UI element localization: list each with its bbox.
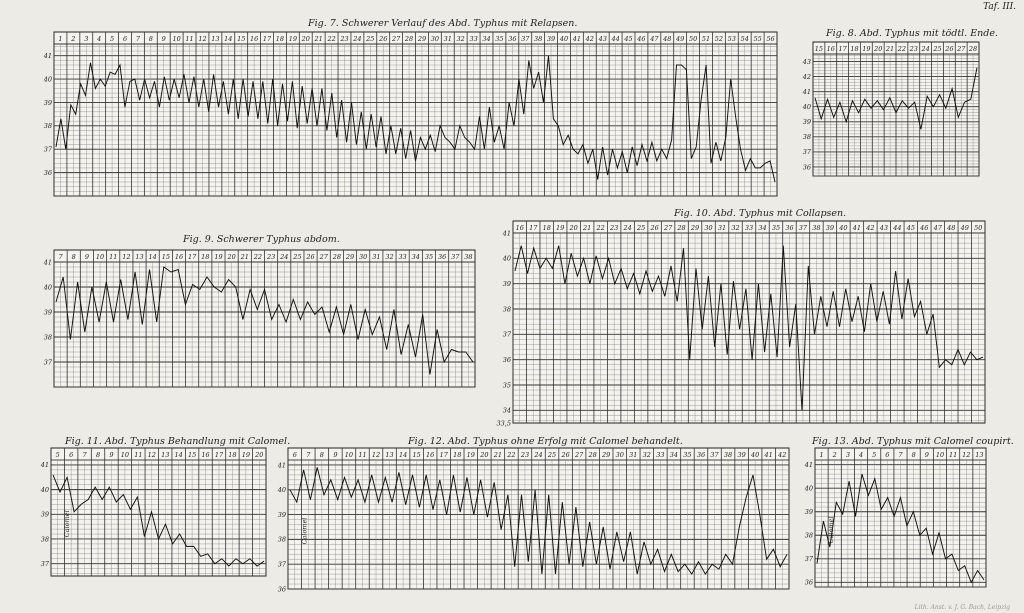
temp-label: 37: [802, 148, 811, 157]
day-label: 26: [379, 35, 388, 43]
temp-label: 40: [802, 103, 811, 112]
temp-label: 39: [43, 308, 52, 317]
day-label: 41: [764, 451, 773, 459]
day-label: 13: [211, 35, 220, 43]
day-label: 14: [224, 35, 233, 43]
day-label: 36: [508, 35, 517, 43]
day-label: 49: [676, 35, 685, 43]
day-label: 31: [629, 451, 638, 459]
day-label: 34: [482, 35, 491, 43]
day-label: 38: [723, 451, 733, 459]
temp-label: 37: [43, 358, 52, 367]
day-label: 5: [110, 35, 115, 43]
day-label: 36: [696, 451, 706, 459]
temp-label: 34: [502, 406, 511, 415]
day-label: 33: [469, 35, 478, 43]
day-label: 22: [327, 35, 336, 43]
day-label: 17: [439, 451, 448, 459]
day-label: 18: [275, 35, 285, 43]
day-label: 3: [845, 451, 850, 459]
day-label: 31: [372, 253, 381, 261]
day-label: 36: [785, 224, 794, 232]
day-label: 47: [650, 35, 659, 43]
day-label: 9: [109, 451, 114, 459]
day-label: 37: [451, 253, 460, 261]
temp-label: 43: [802, 57, 811, 66]
day-label: 6: [885, 451, 890, 459]
day-label: 52: [714, 35, 724, 43]
temp-label: 41: [802, 87, 811, 96]
day-label: 23: [909, 45, 918, 53]
day-label: 7: [135, 35, 140, 43]
calomel-annotation: Calomel: [300, 517, 309, 545]
day-label: 17: [214, 451, 224, 459]
day-label: 24: [280, 253, 289, 261]
day-label: 49: [960, 224, 969, 232]
day-label: 42: [778, 451, 787, 459]
plate-title: Taf. III.: [983, 2, 1016, 12]
fig9-chart: [41, 250, 475, 387]
fig7-chart: [41, 32, 777, 196]
day-label: 28: [677, 224, 686, 232]
day-label: 5: [55, 451, 60, 459]
day-label: 26: [306, 253, 315, 261]
day-label: 30: [615, 451, 624, 459]
temp-label: 36: [277, 585, 286, 594]
day-label: 40: [559, 35, 569, 43]
day-label: 16: [201, 451, 210, 459]
day-label: 33: [744, 224, 754, 232]
day-label: 42: [585, 35, 594, 43]
day-label: 6: [122, 35, 128, 43]
day-label: 8: [319, 451, 324, 459]
day-label: 40: [839, 224, 848, 232]
day-label: 19: [214, 253, 223, 261]
temp-label: 40: [43, 75, 52, 84]
day-label: 24: [353, 35, 362, 43]
day-label: 42: [866, 224, 875, 232]
day-label: 45: [624, 35, 633, 43]
temp-label: 36: [43, 168, 52, 177]
day-label: 19: [862, 45, 871, 53]
day-label: 48: [947, 224, 956, 232]
day-label: 20: [255, 451, 264, 459]
temp-label: 38: [40, 535, 49, 544]
temp-label: 36: [802, 163, 811, 172]
day-label: 48: [663, 35, 672, 43]
day-label: 56: [766, 35, 775, 43]
temp-label: 38: [802, 133, 811, 142]
day-label: 40: [751, 451, 760, 459]
day-label: 44: [611, 35, 620, 43]
day-label: 30: [704, 224, 713, 232]
day-label: 19: [288, 35, 297, 43]
temp-label: 37: [277, 560, 286, 569]
day-label: 37: [710, 451, 719, 459]
day-label: 23: [520, 451, 530, 459]
day-label: 50: [974, 224, 983, 232]
day-label: 14: [398, 451, 408, 459]
day-label: 10: [344, 451, 354, 459]
fig8-chart: [800, 42, 979, 176]
day-label: 46: [637, 35, 646, 43]
day-label: 47: [933, 224, 942, 232]
day-label: 39: [825, 224, 835, 232]
temp-label: 38: [277, 535, 286, 544]
day-label: 24: [534, 451, 543, 459]
temp-label: 41: [804, 461, 813, 470]
day-label: 1: [819, 451, 824, 459]
day-label: 53: [727, 35, 736, 43]
temp-label: 38: [804, 531, 813, 540]
day-label: 38: [464, 253, 473, 261]
temp-label: 36: [804, 578, 813, 587]
fig7-title: Fig. 7. Schwerer Verlauf des Abd. Typhus mit Relapsen.: [308, 18, 578, 29]
day-label: 23: [610, 224, 619, 232]
day-label: 29: [602, 451, 611, 459]
day-label: 41: [572, 35, 582, 43]
day-label: 12: [371, 451, 381, 459]
day-label: 45: [906, 224, 915, 232]
day-label: 11: [948, 451, 958, 459]
fig10-title: Fig. 10. Abd. Typhus mit Collapsen.: [674, 208, 847, 219]
day-label: 7: [82, 451, 87, 459]
day-label: 12: [122, 253, 131, 261]
calomel-annotation: Calomel: [63, 510, 72, 538]
temp-label: 33,5: [496, 419, 511, 428]
temp-label: 40: [502, 254, 511, 263]
day-label: 29: [417, 35, 427, 43]
day-label: 39: [546, 35, 556, 43]
day-label: 46: [920, 224, 929, 232]
day-label: 11: [134, 451, 143, 459]
day-label: 34: [758, 224, 767, 232]
day-label: 9: [161, 35, 166, 43]
day-label: 25: [933, 45, 942, 53]
day-label: 24: [623, 224, 632, 232]
day-label: 17: [529, 224, 538, 232]
day-label: 37: [521, 35, 530, 43]
day-label: 9: [333, 451, 338, 459]
day-label: 2: [71, 35, 76, 43]
fig11-chart: [38, 448, 266, 576]
day-label: 10: [935, 451, 945, 459]
day-label: 30: [359, 253, 368, 261]
day-label: 38: [534, 35, 543, 43]
day-label: 54: [740, 35, 749, 43]
day-label: 22: [253, 253, 263, 261]
day-label: 13: [385, 451, 394, 459]
day-label: 11: [185, 35, 194, 43]
fig13-title: Fig. 13. Abd. Typhus mit Calomel coupirt.: [812, 436, 1014, 447]
day-label: 8: [71, 253, 76, 261]
day-label: 15: [161, 253, 170, 261]
day-label: 22: [507, 451, 516, 459]
day-label: 26: [650, 224, 659, 232]
day-label: 21: [885, 45, 895, 53]
day-label: 38: [812, 224, 821, 232]
temp-label: 41: [502, 229, 511, 238]
day-label: 7: [306, 451, 311, 459]
day-label: 23: [266, 253, 276, 261]
day-label: 23: [340, 35, 349, 43]
temp-label: 39: [277, 510, 286, 519]
day-label: 36: [437, 253, 447, 261]
day-label: 15: [814, 45, 824, 53]
fig9-title: Fig. 9. Schwerer Typhus abdom.: [183, 234, 340, 245]
day-label: 19: [556, 224, 565, 232]
fig13-chart: [802, 448, 986, 587]
day-label: 35: [495, 35, 504, 43]
day-label: 35: [424, 253, 434, 261]
day-label: 21: [493, 451, 503, 459]
calomel-annotation: Calomel: [826, 516, 835, 544]
day-label: 28: [588, 451, 597, 459]
day-label: 35: [771, 224, 781, 232]
day-label: 2: [832, 451, 837, 459]
day-label: 27: [319, 253, 328, 261]
day-label: 10: [172, 35, 181, 43]
temp-label: 39: [43, 98, 52, 107]
temp-label: 39: [802, 118, 811, 127]
day-label: 16: [426, 451, 435, 459]
day-label: 20: [227, 253, 236, 261]
day-label: 15: [237, 35, 246, 43]
temp-label: 39: [40, 510, 49, 519]
day-label: 27: [574, 451, 584, 459]
day-label: 29: [690, 224, 700, 232]
temp-label: 39: [804, 508, 813, 517]
day-label: 16: [249, 35, 259, 43]
day-label: 16: [174, 253, 184, 261]
day-label: 4: [97, 35, 102, 43]
day-label: 8: [95, 451, 101, 459]
day-label: 20: [301, 35, 310, 43]
day-label: 51: [701, 35, 711, 43]
day-label: 14: [148, 253, 157, 261]
temp-label: 35: [502, 381, 511, 390]
temp-label: 40: [277, 486, 286, 495]
temp-label: 38: [43, 122, 52, 131]
day-label: 19: [241, 451, 250, 459]
day-label: 17: [262, 35, 272, 43]
day-label: 16: [826, 45, 835, 53]
day-label: 25: [366, 35, 375, 43]
day-label: 37: [798, 224, 808, 232]
day-label: 18: [228, 451, 237, 459]
day-label: 20: [569, 224, 578, 232]
day-label: 16: [515, 224, 524, 232]
day-label: 39: [737, 451, 746, 459]
day-label: 55: [753, 35, 762, 43]
temp-label: 36: [502, 355, 511, 364]
day-label: 10: [120, 451, 130, 459]
day-label: 21: [583, 224, 592, 232]
day-label: 32: [456, 35, 465, 43]
day-label: 21: [240, 253, 249, 261]
day-label: 21: [314, 35, 323, 43]
temp-label: 40: [40, 485, 49, 494]
day-label: 4: [858, 451, 864, 459]
day-label: 18: [850, 45, 859, 53]
day-label: 10: [95, 253, 105, 261]
day-label: 6: [69, 451, 74, 459]
day-label: 25: [547, 451, 557, 459]
temp-label: 41: [43, 258, 52, 267]
day-label: 18: [201, 253, 210, 261]
day-label: 43: [598, 35, 607, 43]
day-label: 29: [345, 253, 355, 261]
temp-label: 37: [804, 555, 813, 564]
day-label: 26: [561, 451, 570, 459]
day-label: 31: [717, 224, 727, 232]
day-label: 33: [398, 253, 407, 261]
day-label: 9: [84, 253, 89, 261]
day-label: 28: [404, 35, 414, 43]
day-label: 15: [412, 451, 421, 459]
temp-label: 37: [40, 559, 49, 568]
day-label: 19: [466, 451, 475, 459]
day-label: 34: [411, 253, 420, 261]
day-label: 11: [358, 451, 367, 459]
day-label: 20: [874, 45, 883, 53]
temp-label: 37: [43, 145, 52, 154]
fig10-chart: [496, 221, 985, 428]
temp-label: 41: [277, 461, 286, 470]
fig12-title: Fig. 12. Abd. Typhus ohne Erfolg mit Calomel behandelt.: [408, 436, 683, 447]
temp-label: 40: [43, 283, 52, 292]
day-label: 27: [957, 45, 966, 53]
day-label: 12: [198, 35, 207, 43]
temp-label: 41: [40, 461, 49, 470]
day-label: 13: [161, 451, 170, 459]
day-label: 33: [656, 451, 665, 459]
day-label: 22: [897, 45, 907, 53]
day-label: 50: [688, 35, 698, 43]
day-label: 22: [596, 224, 605, 232]
temp-label: 37: [502, 330, 511, 339]
imprint: Lith. Anst. v. J. G. Bach, Leipzig: [914, 604, 1010, 611]
day-label: 6: [292, 451, 297, 459]
day-label: 34: [669, 451, 679, 459]
day-label: 32: [642, 451, 651, 459]
day-label: 13: [135, 253, 144, 261]
day-label: 7: [58, 253, 63, 261]
day-label: 8: [911, 451, 916, 459]
day-label: 27: [391, 35, 401, 43]
day-label: 7: [898, 451, 903, 459]
day-label: 5: [872, 451, 877, 459]
temp-label: 38: [502, 305, 511, 314]
day-label: 18: [453, 451, 462, 459]
day-label: 30: [430, 35, 440, 43]
day-label: 14: [174, 451, 183, 459]
day-label: 15: [187, 451, 197, 459]
day-label: 24: [921, 45, 930, 53]
day-label: 9: [924, 451, 929, 459]
day-label: 20: [480, 451, 489, 459]
temp-label: 42: [802, 72, 811, 81]
day-label: 32: [385, 253, 394, 261]
day-label: 44: [893, 224, 902, 232]
day-label: 12: [147, 451, 156, 459]
day-label: 18: [542, 224, 551, 232]
fig11-title: Fig. 11. Abd. Typhus Behandlung mit Calomel.: [65, 436, 291, 447]
day-label: 28: [332, 253, 341, 261]
day-label: 31: [443, 35, 452, 43]
day-label: 27: [663, 224, 673, 232]
temp-label: 41: [43, 51, 52, 60]
temp-label: 40: [804, 484, 813, 493]
day-label: 32: [731, 224, 740, 232]
temp-label: 38: [43, 333, 52, 342]
day-label: 3: [84, 35, 89, 43]
day-label: 17: [838, 45, 847, 53]
day-label: 8: [148, 35, 153, 43]
day-label: 25: [636, 224, 646, 232]
fig12-chart: [275, 448, 789, 594]
day-label: 26: [945, 45, 954, 53]
day-label: 28: [968, 45, 978, 53]
temp-label: 39: [502, 279, 511, 288]
day-label: 35: [683, 451, 692, 459]
day-label: 17: [188, 253, 197, 261]
day-label: 13: [975, 451, 984, 459]
fig8-title: Fig. 8. Abd. Typhus mit tödtl. Ende.: [826, 28, 998, 39]
day-label: 25: [293, 253, 302, 261]
day-label: 12: [962, 451, 971, 459]
day-label: 11: [109, 253, 118, 261]
day-label: 1: [58, 35, 63, 43]
day-label: 43: [879, 224, 888, 232]
day-label: 41: [852, 224, 862, 232]
